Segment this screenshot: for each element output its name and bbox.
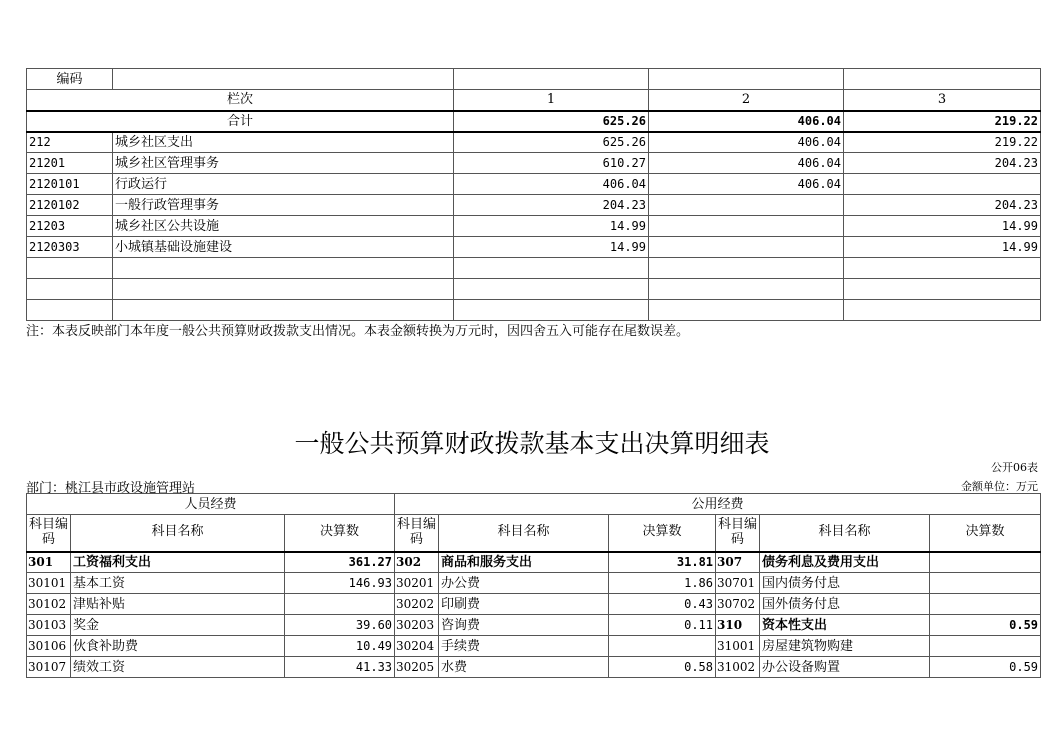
row-code: 30106	[27, 636, 71, 657]
row-code: 31001	[716, 636, 760, 657]
row-name: 城乡社区支出	[113, 132, 454, 153]
empty-row	[27, 300, 1041, 321]
page-title: 一般公共预算财政拨款基本支出决算明细表	[294, 429, 770, 458]
row-value-2: 406.04	[649, 174, 844, 195]
empty-row	[27, 279, 1041, 300]
row-name: 奖金	[71, 615, 285, 636]
row-code: 30702	[716, 594, 760, 615]
table-row	[27, 153, 1041, 174]
row-code: 30202	[395, 594, 439, 615]
row-amount: 0.43	[609, 594, 716, 615]
row-amount: 41.33	[285, 657, 395, 678]
row-name: 国外债务付息	[760, 594, 930, 615]
unit-label: 金额单位：万元	[961, 480, 1038, 493]
row-code: 30203	[395, 615, 439, 636]
total-label: 合计	[27, 111, 454, 132]
row-code: 2120102	[27, 195, 113, 216]
department-label: 部门：桃江县市政设施管理站	[26, 481, 196, 496]
row-amount: 0.59	[930, 657, 1041, 678]
table-row	[27, 237, 1041, 258]
row-name: 绩效工资	[71, 657, 285, 678]
header-code: 编码	[27, 69, 113, 90]
row-name: 办公费	[439, 573, 609, 594]
empty-row	[27, 258, 1041, 279]
row-value-2	[649, 195, 844, 216]
row-amount	[930, 552, 1041, 573]
table-number: 公开06表	[991, 461, 1038, 474]
row-value-1: 204.23	[454, 195, 649, 216]
row-name: 房屋建筑物购建	[760, 636, 930, 657]
row-name: 办公设备购置	[760, 657, 930, 678]
col-number-2: 2	[649, 90, 844, 111]
row-code: 30102	[27, 594, 71, 615]
row-value-3	[844, 174, 1041, 195]
row-value-2	[649, 237, 844, 258]
row-code: 31002	[716, 657, 760, 678]
row-value-1: 406.04	[454, 174, 649, 195]
table-note: 注：本表反映部门本年度一般公共预算财政拨款支出情况。本表金额转换为万元时，因四舍五入可能存在尾数误差。	[26, 324, 690, 339]
row-name: 印刷费	[439, 594, 609, 615]
row-code: 30204	[395, 636, 439, 657]
row-value-3: 14.99	[844, 237, 1041, 258]
row-value-2: 406.04	[649, 153, 844, 174]
col-code: 科目编码	[716, 515, 760, 552]
row-value-1: 14.99	[454, 237, 649, 258]
col-name: 科目名称	[71, 515, 285, 552]
row-name: 工资福利支出	[71, 552, 285, 573]
row-name: 行政运行	[113, 174, 454, 195]
table-row	[27, 594, 1041, 615]
col-number-3: 3	[844, 90, 1041, 111]
col-amount: 决算数	[930, 515, 1041, 552]
row-code: 212	[27, 132, 113, 153]
row-amount	[609, 636, 716, 657]
row-amount	[930, 594, 1041, 615]
row-amount: 0.59	[930, 615, 1041, 636]
row-amount: 0.11	[609, 615, 716, 636]
row-code: 21201	[27, 153, 113, 174]
col-code: 科目编码	[395, 515, 439, 552]
row-value-2	[649, 216, 844, 237]
row-code: 2120303	[27, 237, 113, 258]
row-name: 小城镇基础设施建设	[113, 237, 454, 258]
row-name: 债务利息及费用支出	[760, 552, 930, 573]
row-amount: 146.93	[285, 573, 395, 594]
row-value-3: 14.99	[844, 216, 1041, 237]
row-value-3: 204.23	[844, 153, 1041, 174]
col-amount: 决算数	[609, 515, 716, 552]
col-name: 科目名称	[439, 515, 609, 552]
row-amount	[285, 594, 395, 615]
table-row	[27, 195, 1041, 216]
col-code: 科目编码	[27, 515, 71, 552]
row-value-1: 625.26	[454, 132, 649, 153]
col-name: 科目名称	[760, 515, 930, 552]
row-name: 伙食补助费	[71, 636, 285, 657]
expenditure-table	[26, 68, 1041, 321]
row-code: 30701	[716, 573, 760, 594]
row-name: 基本工资	[71, 573, 285, 594]
col-number-1: 1	[454, 90, 649, 111]
table-row	[27, 573, 1041, 594]
group-public: 公用经费	[395, 494, 1041, 515]
row-name: 国内债务付息	[760, 573, 930, 594]
row-amount	[930, 636, 1041, 657]
row-code: 30103	[27, 615, 71, 636]
table-row	[27, 174, 1041, 195]
row-amount: 31.81	[609, 552, 716, 573]
row-name: 城乡社区管理事务	[113, 153, 454, 174]
table-row	[27, 615, 1041, 636]
row-code: 301	[27, 552, 71, 573]
total-value-3: 219.22	[844, 111, 1041, 132]
table-row	[27, 132, 1041, 153]
row-code: 30101	[27, 573, 71, 594]
row-amount: 1.86	[609, 573, 716, 594]
table-row	[27, 216, 1041, 237]
row-code: 307	[716, 552, 760, 573]
total-value-1: 625.26	[454, 111, 649, 132]
row-value-3: 204.23	[844, 195, 1041, 216]
row-name: 咨询费	[439, 615, 609, 636]
row-amount	[930, 573, 1041, 594]
table-row	[27, 657, 1041, 678]
row-name: 商品和服务支出	[439, 552, 609, 573]
table-row	[27, 552, 1041, 573]
total-value-2: 406.04	[649, 111, 844, 132]
row-code: 302	[395, 552, 439, 573]
row-code: 310	[716, 615, 760, 636]
row-code: 30205	[395, 657, 439, 678]
group-personnel: 人员经费	[27, 494, 395, 515]
row-value-3: 219.22	[844, 132, 1041, 153]
row-value-1: 14.99	[454, 216, 649, 237]
row-name: 手续费	[439, 636, 609, 657]
table-row	[27, 636, 1041, 657]
row-name: 水费	[439, 657, 609, 678]
header-column: 栏次	[27, 90, 454, 111]
row-amount: 0.58	[609, 657, 716, 678]
row-value-1: 610.27	[454, 153, 649, 174]
col-amount: 决算数	[285, 515, 395, 552]
row-name: 一般行政管理事务	[113, 195, 454, 216]
row-code: 21203	[27, 216, 113, 237]
row-name: 资本性支出	[760, 615, 930, 636]
row-amount: 361.27	[285, 552, 395, 573]
row-code: 30201	[395, 573, 439, 594]
row-name: 城乡社区公共设施	[113, 216, 454, 237]
row-amount: 39.60	[285, 615, 395, 636]
row-amount: 10.49	[285, 636, 395, 657]
row-name: 津贴补贴	[71, 594, 285, 615]
row-value-2: 406.04	[649, 132, 844, 153]
basic-expenditure-table	[26, 493, 1041, 678]
row-code: 30107	[27, 657, 71, 678]
row-code: 2120101	[27, 174, 113, 195]
